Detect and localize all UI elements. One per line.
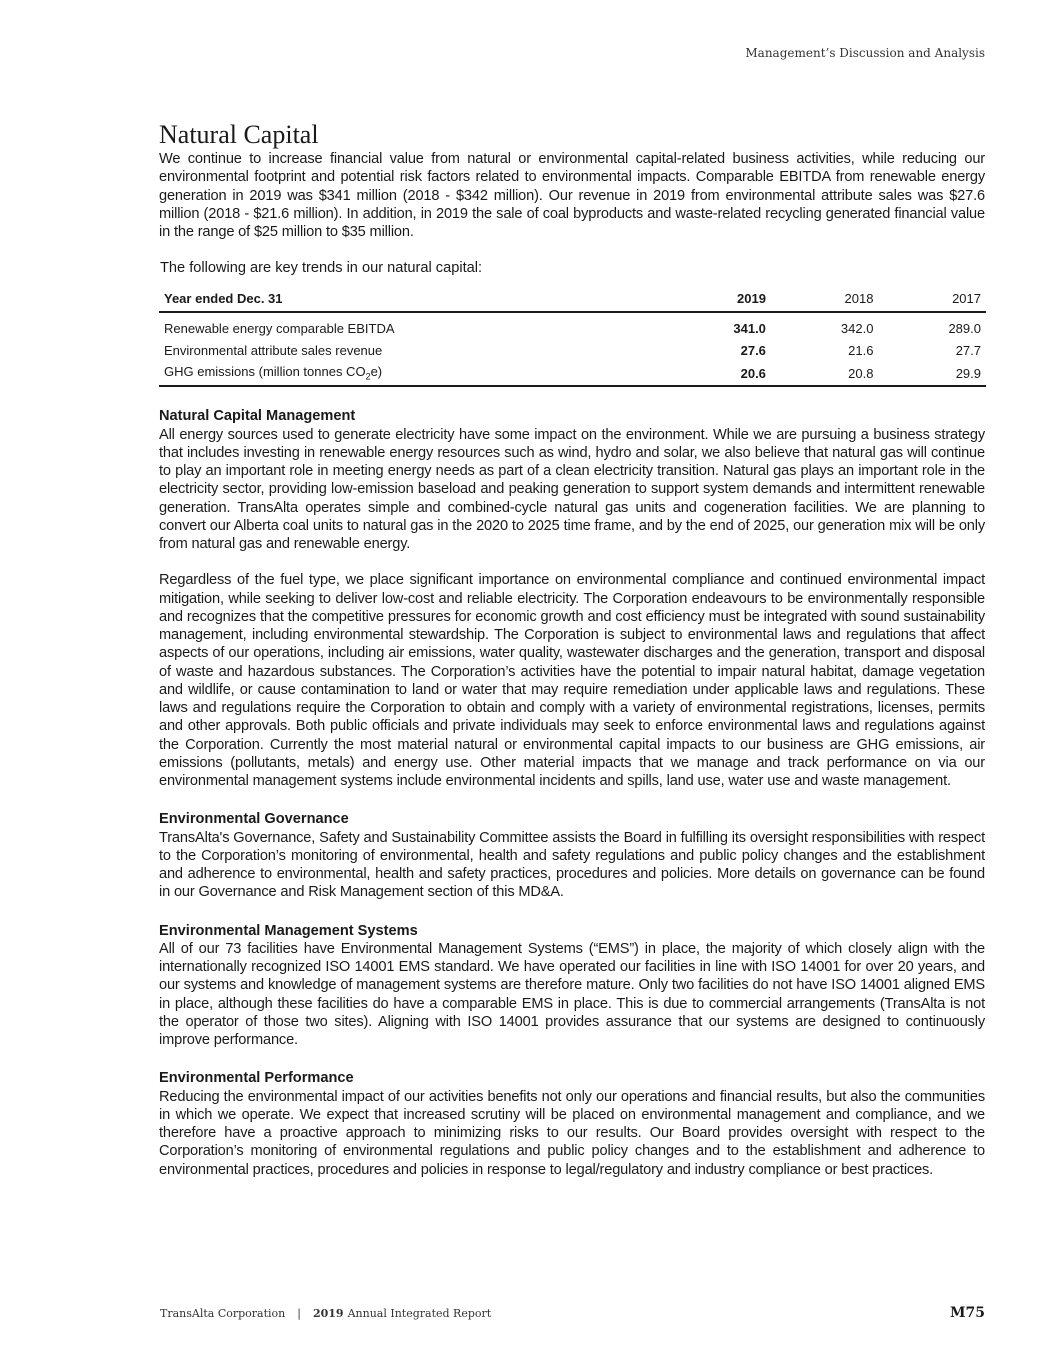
section-natural-capital-management bbox=[159, 407, 985, 790]
natural-capital-trends-table bbox=[159, 285, 986, 387]
row-label-text: GHG emissions (million tonnes CO bbox=[164, 364, 366, 380]
cell-2019: 27.6 bbox=[740, 342, 766, 358]
row-label: Renewable energy comparable EBITDA bbox=[164, 320, 395, 336]
cell-2019: 341.0 bbox=[733, 320, 766, 336]
row-label: Environmental attribute sales revenue bbox=[164, 342, 383, 358]
section-heading: Natural Capital Management bbox=[159, 408, 356, 425]
subscript-2: 2 bbox=[365, 372, 371, 383]
page-title: Natural Capital bbox=[159, 120, 319, 149]
section-heading: Environmental Governance bbox=[159, 811, 349, 828]
cell-2017: 29.9 bbox=[878, 361, 986, 386]
body-paragraph: TransAlta's Governance, Safety and Sustainability Committee assists the Board in fulfilling its oversight responsibilities with respect to the Corporation’s monitoring of environmental, health and safety regulations and public policy changes and the establishment and adherence to environmental, health and safety practices, procedures and policies. More details on governance can be found in our Governance and Risk Management section of this MD&A. bbox=[159, 829, 985, 901]
body-paragraph: Regardless of the fuel type, we place significant importance on environmental compliance and continued environmental impact mitigation, while seeking to deliver low-cost and reliable electricity. The Corporation endeavours to be environmentally responsible and recognizes that the competitive pressures for economic growth and cost efficiency must be integrated with sound sustainability management, including environmental stewardship. The Corporation is subject to environmental laws and regulations that affect aspects of our operations, including air emissions, water quality, wastewater discharges and the generation, transport and disposal of waste and hazardous substances. The Corporation’s activities have the potential to impair natural habitat, damage vegetation and wildlife, or cause contamination to land or water that may require remediation under applicable laws and regulations. These laws and regulations require the Corporation to obtain and comply with a variety of environmental registrations, licenses, permits and other approvals. Both public officials and private individuals may seek to enforce environmental laws and regulations against the Corporation. Currently the most material natural or environmental capital impacts to our business are GHG emissions, air emissions (pollutants, metals) and energy use. Other material impacts that we manage and track performance on via our environmental management systems include environmental incidents and spills, land use, water use and waste management. bbox=[159, 572, 985, 789]
table-row bbox=[159, 312, 986, 339]
body-paragraph: Reducing the environmental impact of our activities benefits not only our operations and financial results, but also the communities in which we operate. We expect that increased scrutiny will be placed on environmental management and compliance, and we therefore have a proactive approach to minimizing risks to our results. Our Board provides oversight with respect to the Corporation’s monitoring of environmental regulations and public policy changes and to the establishment and adherence to environmental practices, procedures and policies in response to legal/regulatory and industry compliance or best practices. bbox=[159, 1088, 985, 1178]
intro-paragraph: We continue to increase financial value from natural or environmental capital-related business activities, while reducing our environmental footprint and potential risk factors related to environmental impacts. Comparable EBITDA from renewable energy generation in 2019 was $341 million (2018 - $342 million). Our revenue in 2019 from environmental attribute sales was $27.6 million (2018 - $21.6 million). In addition, in 2019 the sale of coal byproducts and waste-related recycling generated financial value in the range of $25 million to $35 million. bbox=[159, 151, 985, 240]
table-row bbox=[159, 339, 986, 361]
column-header-2018: 2018 bbox=[771, 285, 879, 312]
cell-2017: 289.0 bbox=[948, 320, 981, 336]
body-paragraph: All of our 73 facilities have Environmental Management Systems (“EMS”) in place, the majority of which closely align with the internationally recognized ISO 14001 EMS standard. We have operated our facilities in line with ISO 14001 for over 20 years, and our systems and knowledge of management systems are therefore mature. Only two facilities do not have ISO 14001 aligned EMS in place, although these facilities do have a comparable EMS in place. This is due to commercial arrangements (TransAlta is not the operator of those two sites). Aligning with ISO 14001 provides assurance that our systems are designed to continuously improve performance. bbox=[159, 940, 985, 1048]
section-environmental-governance bbox=[159, 810, 985, 901]
section-heading: Environmental Management Systems bbox=[159, 922, 418, 939]
column-header-label: Year ended Dec. 31 bbox=[159, 285, 663, 312]
body-paragraph: All energy sources used to generate electricity have some impact on the environment. While we are pursuing a business strategy that includes investing in renewable energy resources such as wind, hydro and solar, we also believe that natural gas will continue to play an important role in meeting energy needs as part of a clean electricity transition. Natural gas plays an important role in the electricity sector, providing low-emission baseload and peaking generation to support system demands and intermittent renewable generation. TransAlta operates simple and combined-cycle natural gas units and cogeneration facilities. We are planning to convert our Alberta coal units to natural gas in the 2020 to 2025 time frame, and by the end of 2025, our generation mix will be only from natural gas and renewable energy. bbox=[159, 426, 985, 552]
footer-year: 2019 bbox=[312, 1307, 344, 1320]
page-footer bbox=[160, 1307, 491, 1320]
table-row bbox=[159, 361, 986, 386]
cell-2018: 21.6 bbox=[848, 342, 874, 358]
trends-intro: The following are key trends in our natural capital: bbox=[160, 260, 483, 277]
page-content bbox=[159, 120, 985, 1179]
running-header: Management’s Discussion and Analysis bbox=[745, 46, 985, 60]
table-header-row bbox=[159, 285, 986, 312]
cell-2017: 27.7 bbox=[955, 342, 981, 358]
page-number: M75 bbox=[950, 1305, 985, 1321]
footer-company: TransAlta Corporation bbox=[160, 1307, 286, 1320]
cell-2018: 342.0 bbox=[840, 320, 874, 336]
row-label-suffix: e) bbox=[370, 364, 383, 380]
section-heading: Environmental Performance bbox=[159, 1070, 354, 1087]
section-environmental-performance bbox=[159, 1069, 985, 1179]
column-header-2019: 2019 bbox=[663, 285, 771, 312]
footer-separator: | bbox=[297, 1307, 301, 1320]
footer-report-name: Annual Integrated Report bbox=[347, 1307, 492, 1320]
section-environmental-management-systems bbox=[159, 922, 985, 1050]
column-header-2017: 2017 bbox=[878, 285, 986, 312]
row-label bbox=[159, 361, 663, 386]
cell-2018: 20.8 bbox=[771, 361, 879, 386]
cell-2019: 20.6 bbox=[663, 361, 771, 386]
